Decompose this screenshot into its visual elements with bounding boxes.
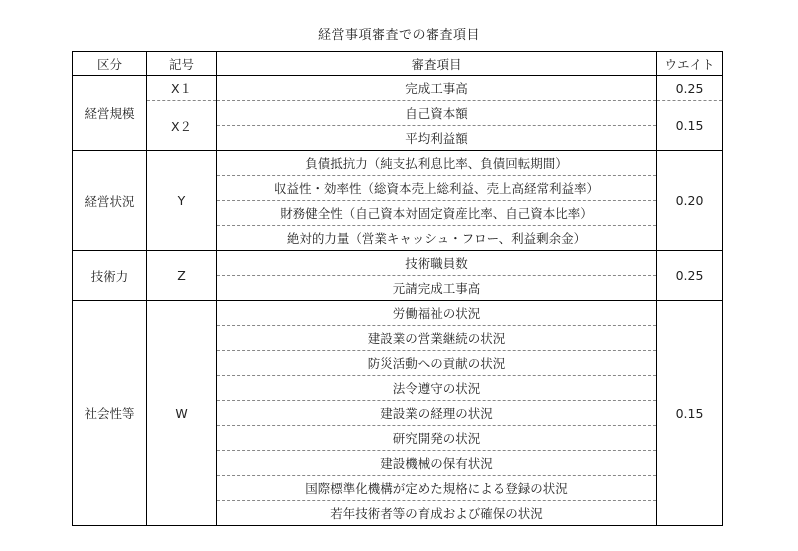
item-cell: 技術職員数 — [217, 251, 657, 276]
symbol-cell: Z — [147, 251, 217, 301]
item-cell: 平均利益額 — [217, 126, 657, 151]
item-cell: 負債抵抗力（純支払利息比率、負債回転期間） — [217, 151, 657, 176]
symbol-cell: W — [147, 301, 217, 526]
weight-cell: 0.20 — [657, 151, 723, 251]
item-cell: 元請完成工事高 — [217, 276, 657, 301]
item-cell: 法令遵守の状況 — [217, 376, 657, 401]
table-row — [73, 151, 723, 176]
category-cell: 経営状況 — [73, 151, 147, 251]
item-cell: 研究開発の状況 — [217, 426, 657, 451]
symbol-cell: X２ — [147, 101, 217, 151]
symbol-cell: X１ — [147, 76, 217, 101]
header-row — [73, 52, 723, 76]
table-row — [73, 251, 723, 276]
item-cell: 収益性・効率性（総資本売上総利益、売上高経常利益率） — [217, 176, 657, 201]
item-cell: 国際標準化機構が定めた規格による登録の状況 — [217, 476, 657, 501]
symbol-cell: Y — [147, 151, 217, 251]
item-cell: 自己資本額 — [217, 101, 657, 126]
item-cell: 労働福祉の状況 — [217, 301, 657, 326]
weight-cell: 0.15 — [657, 301, 723, 526]
header-category: 区分 — [73, 52, 147, 76]
item-cell: 完成工事高 — [217, 76, 657, 101]
item-cell: 若年技術者等の育成および確保の状況 — [217, 501, 657, 526]
table-title: 経営事項審査での審査項目 — [317, 28, 480, 43]
item-cell: 建設機械の保有状況 — [217, 451, 657, 476]
table-row — [73, 76, 723, 101]
item-cell: 建設業の営業継続の状況 — [217, 326, 657, 351]
weight-cell: 0.25 — [657, 251, 723, 301]
category-cell: 社会性等 — [73, 301, 147, 526]
item-cell: 防災活動への貢献の状況 — [217, 351, 657, 376]
item-cell: 財務健全性（自己資本対固定資産比率、自己資本比率） — [217, 201, 657, 226]
header-symbol: 記号 — [147, 52, 217, 76]
category-cell: 技術力 — [73, 251, 147, 301]
table-row — [73, 101, 723, 126]
header-items: 審査項目 — [217, 52, 657, 76]
weight-cell: 0.15 — [657, 101, 723, 151]
item-cell: 絶対的力量（営業キャッシュ・フロー、利益剰余金） — [217, 226, 657, 251]
category-cell: 経営規模 — [73, 76, 147, 151]
weight-cell: 0.25 — [657, 76, 723, 101]
item-cell: 建設業の経理の状況 — [217, 401, 657, 426]
table-row — [73, 301, 723, 326]
header-weight: ウエイト — [657, 52, 723, 76]
review-items-table — [72, 51, 723, 526]
